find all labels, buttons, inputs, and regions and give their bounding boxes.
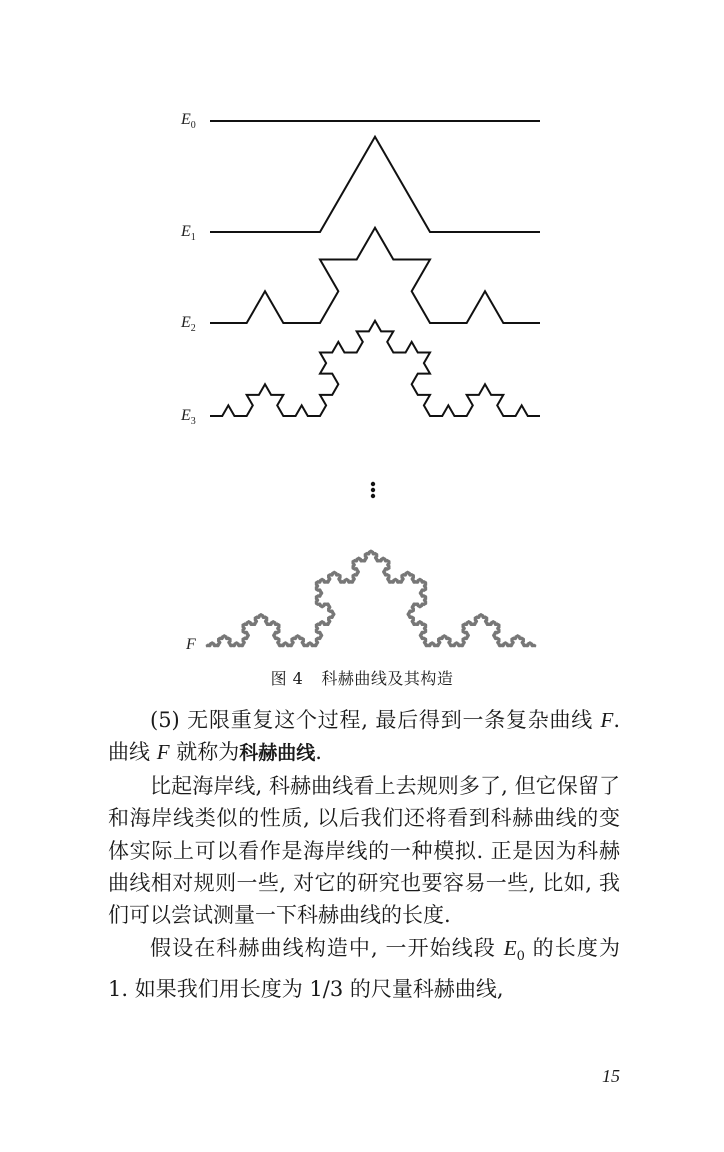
koch-curve-e3 — [210, 321, 540, 416]
label-e3: $E_3$ — [181, 407, 196, 427]
paragraph-3: 假设在科赫曲线构造中, 一开始线段 $E_0$ 的长度为 1. 如果我们用长度为 1/3 的尺量科赫曲线, — [108, 935, 620, 1002]
term-koch-curve: 科赫曲线 — [239, 742, 316, 765]
label-e0: $E_0$ — [181, 111, 196, 131]
vertical-ellipsis — [371, 482, 375, 498]
body-text — [108, 704, 620, 1006]
label-e1: $E_1$ — [181, 223, 196, 243]
paragraph-2: 比起海岸线, 科赫曲线看上去规则多了, 但它保留了和海岸线类似的性质, 以后我们还将看到科赫曲线的变体实际上可以看作是海岸线的一种模拟. 正是因为科赫曲线相对规则一些, 对它的研究也要容易一些, 比如, 我们可以尝试测量一下科赫曲线的长度. — [108, 773, 620, 928]
koch-curve-limit — [206, 551, 536, 646]
label-f: F — [186, 636, 196, 653]
koch-curve-e1 — [210, 137, 540, 232]
page-number: 15 — [602, 1066, 620, 1086]
paragraph-1: (5) 无限重复这个过程, 最后得到一条复杂曲线 F. 曲线 F 就称为科赫曲线. — [108, 708, 620, 765]
koch-curve-e2 — [210, 228, 540, 323]
figure-caption: 图 4 科赫曲线及其构造 — [270, 669, 454, 688]
label-e2: $E_2$ — [181, 314, 196, 334]
